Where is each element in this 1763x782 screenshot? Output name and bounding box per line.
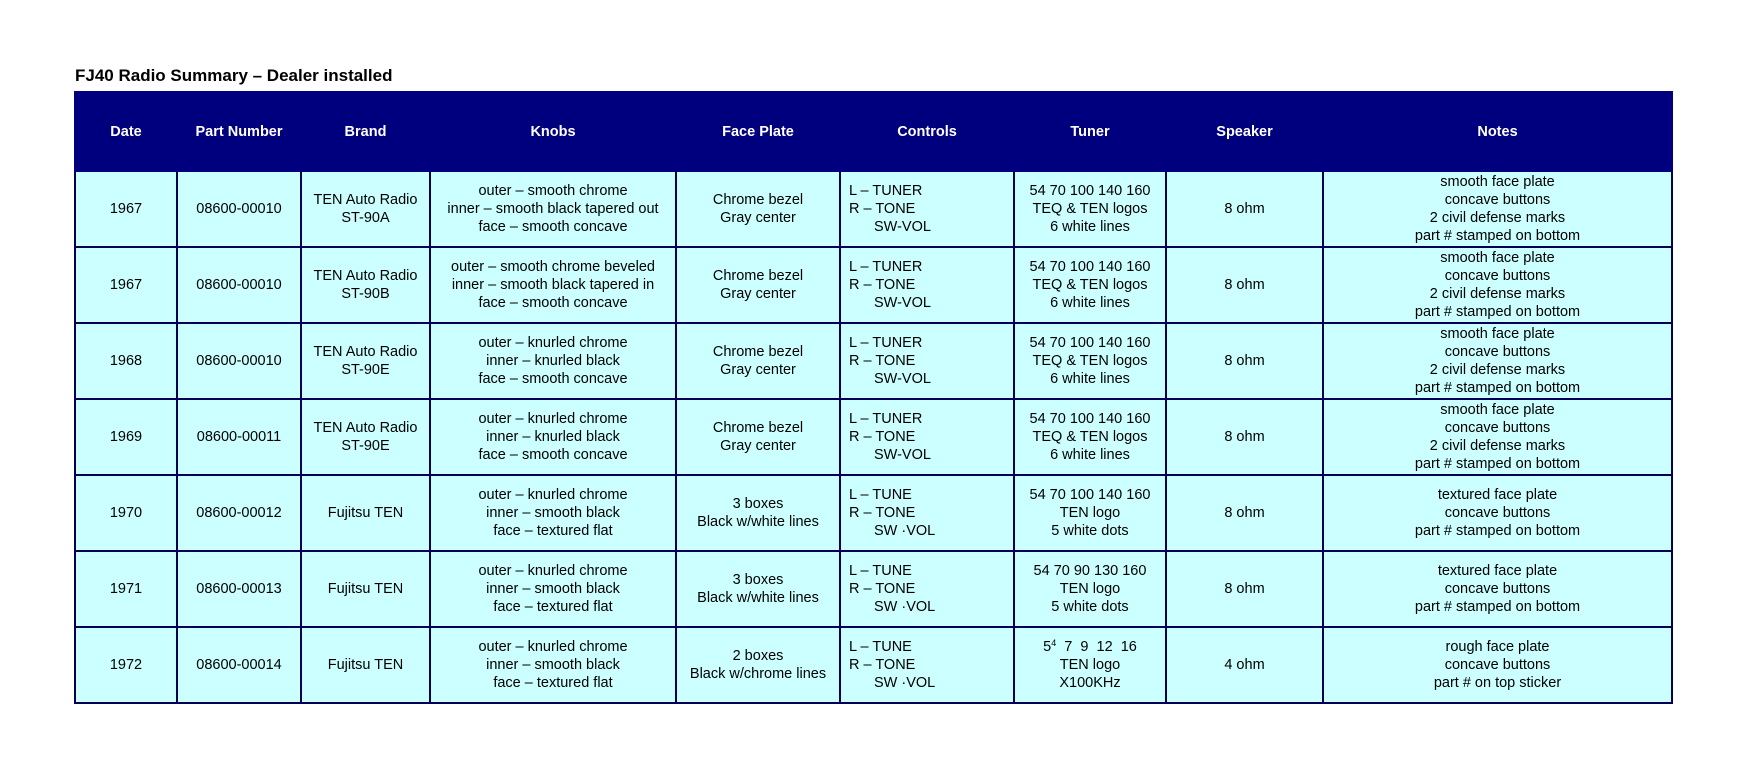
tuner-superscript: 4 bbox=[1051, 638, 1057, 648]
speaker-cell: 8 ohm bbox=[1166, 399, 1323, 475]
knobs-line: outer – knurled chrome bbox=[478, 335, 628, 351]
controls-cell bbox=[840, 247, 1014, 323]
knobs-line: inner – smooth black bbox=[486, 581, 620, 597]
knobs-line: face – smooth concave bbox=[478, 219, 628, 235]
tuner-line: TEQ & TEN logos bbox=[1032, 353, 1148, 369]
tuner-line: 6 white lines bbox=[1050, 371, 1130, 387]
table-row bbox=[75, 247, 1672, 323]
notes-line: textured face plate bbox=[1437, 487, 1558, 503]
table-row bbox=[75, 171, 1672, 247]
brand-line: TEN Auto Radio bbox=[313, 420, 418, 436]
table-row bbox=[75, 475, 1672, 551]
controls-line: L – TUNER bbox=[849, 183, 923, 199]
knobs-cell bbox=[430, 323, 676, 399]
notes-line: part # stamped on bottom bbox=[1414, 380, 1581, 396]
controls-line: L – TUNE bbox=[849, 487, 912, 503]
tuner-cell bbox=[1014, 627, 1166, 703]
tuner-digits-rest: 7 9 12 16 bbox=[1056, 639, 1137, 655]
tuner-line: 54 70 90 130 160 bbox=[1033, 563, 1147, 579]
controls-cell bbox=[840, 627, 1014, 703]
brand-line: TEN Auto Radio bbox=[313, 268, 418, 284]
tuner-cell bbox=[1014, 475, 1166, 551]
knobs-line: inner – smooth black tapered in bbox=[451, 277, 655, 293]
controls-line: R – TONE bbox=[849, 657, 916, 673]
tuner-line: 54 70 100 140 160 bbox=[1029, 183, 1151, 199]
tuner-line: 54 70 100 140 160 bbox=[1029, 411, 1151, 427]
date-cell: 1967 bbox=[75, 171, 177, 247]
speaker-cell: 8 ohm bbox=[1166, 551, 1323, 627]
knobs-cell bbox=[430, 247, 676, 323]
face-plate-cell bbox=[676, 475, 840, 551]
notes-cell bbox=[1323, 399, 1672, 475]
face-plate-line: Gray center bbox=[720, 286, 796, 302]
notes-line: part # on top sticker bbox=[1433, 675, 1562, 691]
knobs-line: face – smooth concave bbox=[478, 447, 628, 463]
tuner-line: X100KHz bbox=[1059, 675, 1121, 691]
tuner-line: 6 white lines bbox=[1050, 447, 1130, 463]
notes-line: smooth face plate bbox=[1440, 250, 1555, 266]
knobs-line: inner – smooth black bbox=[486, 505, 620, 521]
part-number-cell: 08600-00013 bbox=[177, 551, 301, 627]
notes-line: concave buttons bbox=[1444, 268, 1551, 284]
notes-line: 2 civil defense marks bbox=[1429, 438, 1566, 454]
controls-line: SW ·VOL bbox=[874, 599, 936, 615]
face-plate-line: Gray center bbox=[720, 210, 796, 226]
brand-line: ST-90B bbox=[341, 286, 390, 302]
controls-line: SW-VOL bbox=[874, 371, 931, 387]
brand-line: TEN Auto Radio bbox=[313, 344, 418, 360]
header-row bbox=[75, 92, 1672, 171]
controls-cell bbox=[840, 323, 1014, 399]
controls-line: SW ·VOL bbox=[874, 675, 936, 691]
date-cell: 1970 bbox=[75, 475, 177, 551]
tuner-line: TEQ & TEN logos bbox=[1032, 201, 1148, 217]
controls-cell bbox=[840, 475, 1014, 551]
knobs-line: face – smooth concave bbox=[478, 371, 628, 387]
face-plate-line: Black w/white lines bbox=[697, 590, 819, 606]
table-row bbox=[75, 627, 1672, 703]
knobs-line: outer – smooth chrome bbox=[478, 183, 628, 199]
notes-line: smooth face plate bbox=[1440, 402, 1555, 418]
knobs-cell bbox=[430, 627, 676, 703]
brand-cell bbox=[301, 171, 430, 247]
brand-line: Fujitsu TEN bbox=[327, 657, 404, 673]
face-plate-line: Black w/white lines bbox=[697, 514, 819, 530]
tuner-cell bbox=[1014, 171, 1166, 247]
face-plate-cell bbox=[676, 323, 840, 399]
brand-cell bbox=[301, 475, 430, 551]
controls-cell bbox=[840, 171, 1014, 247]
controls-line: SW-VOL bbox=[874, 219, 931, 235]
controls-line: L – TUNER bbox=[849, 411, 923, 427]
knobs-line: face – textured flat bbox=[493, 523, 613, 539]
tuner-cell bbox=[1014, 323, 1166, 399]
face-plate-cell bbox=[676, 627, 840, 703]
face-plate-line: Chrome bezel bbox=[712, 268, 804, 284]
face-plate-line: Chrome bezel bbox=[712, 420, 804, 436]
notes-cell bbox=[1323, 475, 1672, 551]
notes-cell bbox=[1323, 171, 1672, 247]
controls-line: L – TUNE bbox=[849, 639, 912, 655]
tuner-digit: 5 bbox=[1043, 639, 1052, 655]
page-title: FJ40 Radio Summary – Dealer installed bbox=[75, 66, 393, 85]
brand-line: Fujitsu TEN bbox=[327, 505, 404, 521]
face-plate-line: 3 boxes bbox=[732, 496, 784, 512]
face-plate-cell bbox=[676, 247, 840, 323]
date-cell: 1972 bbox=[75, 627, 177, 703]
table-row bbox=[75, 323, 1672, 399]
tuner-cell bbox=[1014, 399, 1166, 475]
tuner-line: 5 white dots bbox=[1051, 523, 1129, 539]
brand-line: ST-90A bbox=[341, 210, 390, 226]
table-row bbox=[75, 399, 1672, 475]
brand-cell bbox=[301, 551, 430, 627]
controls-line: SW-VOL bbox=[874, 295, 931, 311]
controls-line: R – TONE bbox=[849, 201, 916, 217]
tuner-line: 54 70 100 140 160 bbox=[1029, 335, 1151, 351]
notes-line: concave buttons bbox=[1444, 344, 1551, 360]
controls-line: L – TUNER bbox=[849, 335, 923, 351]
controls-line: R – TONE bbox=[849, 581, 916, 597]
tuner-cell bbox=[1014, 551, 1166, 627]
notes-line: concave buttons bbox=[1444, 657, 1551, 673]
tuner-cell bbox=[1014, 247, 1166, 323]
knobs-line: face – smooth concave bbox=[478, 295, 628, 311]
knobs-line: inner – smooth black tapered out bbox=[447, 201, 659, 217]
tuner-line: TEQ & TEN logos bbox=[1032, 277, 1148, 293]
notes-cell bbox=[1323, 627, 1672, 703]
controls-line: L – TUNER bbox=[849, 259, 923, 275]
tuner-line: 54 70 100 140 160 bbox=[1029, 259, 1151, 275]
part-number-cell: 08600-00011 bbox=[177, 399, 301, 475]
knobs-line: face – textured flat bbox=[493, 599, 613, 615]
radio-summary-table bbox=[74, 91, 1673, 704]
notes-line: part # stamped on bottom bbox=[1414, 456, 1581, 472]
notes-line: concave buttons bbox=[1444, 192, 1551, 208]
part-number-cell: 08600-00012 bbox=[177, 475, 301, 551]
table-row bbox=[75, 551, 1672, 627]
face-plate-line: Gray center bbox=[720, 438, 796, 454]
knobs-line: outer – knurled chrome bbox=[478, 563, 628, 579]
knobs-line: inner – smooth black bbox=[486, 657, 620, 673]
face-plate-cell bbox=[676, 551, 840, 627]
speaker-cell: 4 ohm bbox=[1166, 627, 1323, 703]
header-brand: Brand bbox=[301, 92, 430, 171]
tuner-line: 6 white lines bbox=[1050, 295, 1130, 311]
controls-cell bbox=[840, 551, 1014, 627]
tuner-line: TEN logo bbox=[1059, 505, 1121, 521]
brand-line: ST-90E bbox=[341, 438, 390, 454]
speaker-cell: 8 ohm bbox=[1166, 323, 1323, 399]
brand-line: ST-90E bbox=[341, 362, 390, 378]
notes-line: 2 civil defense marks bbox=[1429, 210, 1566, 226]
notes-line: rough face plate bbox=[1445, 639, 1550, 655]
header-face-plate: Face Plate bbox=[676, 92, 840, 171]
controls-line: L – TUNE bbox=[849, 563, 912, 579]
knobs-line: outer – knurled chrome bbox=[478, 487, 628, 503]
part-number-cell: 08600-00014 bbox=[177, 627, 301, 703]
notes-line: part # stamped on bottom bbox=[1414, 304, 1581, 320]
face-plate-cell bbox=[676, 399, 840, 475]
controls-line: R – TONE bbox=[849, 277, 916, 293]
knobs-cell bbox=[430, 551, 676, 627]
speaker-cell: 8 ohm bbox=[1166, 171, 1323, 247]
header-speaker: Speaker bbox=[1166, 92, 1323, 171]
brand-line: Fujitsu TEN bbox=[327, 581, 404, 597]
part-number-cell: 08600-00010 bbox=[177, 171, 301, 247]
brand-cell bbox=[301, 323, 430, 399]
speaker-cell: 8 ohm bbox=[1166, 247, 1323, 323]
notes-line: smooth face plate bbox=[1440, 326, 1555, 342]
controls-line: SW ·VOL bbox=[874, 523, 936, 539]
knobs-line: outer – smooth chrome beveled bbox=[451, 259, 655, 275]
notes-line: concave buttons bbox=[1444, 420, 1551, 436]
notes-line: part # stamped on bottom bbox=[1414, 523, 1581, 539]
notes-line: part # stamped on bottom bbox=[1414, 599, 1581, 615]
header-notes: Notes bbox=[1323, 92, 1672, 171]
date-cell: 1971 bbox=[75, 551, 177, 627]
tuner-line: 5 white dots bbox=[1051, 599, 1129, 615]
notes-line: 2 civil defense marks bbox=[1429, 286, 1566, 302]
face-plate-cell bbox=[676, 171, 840, 247]
controls-line: SW-VOL bbox=[874, 447, 931, 463]
header-controls: Controls bbox=[840, 92, 1014, 171]
part-number-cell: 08600-00010 bbox=[177, 323, 301, 399]
notes-line: concave buttons bbox=[1444, 505, 1551, 521]
part-number-cell: 08600-00010 bbox=[177, 247, 301, 323]
controls-line: R – TONE bbox=[849, 353, 916, 369]
notes-cell bbox=[1323, 247, 1672, 323]
header-date: Date bbox=[75, 92, 177, 171]
knobs-line: outer – knurled chrome bbox=[478, 639, 628, 655]
tuner-line bbox=[1019, 638, 1161, 656]
notes-line: part # stamped on bottom bbox=[1414, 228, 1581, 244]
notes-line: textured face plate bbox=[1437, 563, 1558, 579]
face-plate-line: Black w/chrome lines bbox=[689, 666, 827, 682]
tuner-line: TEQ & TEN logos bbox=[1032, 429, 1148, 445]
notes-cell bbox=[1323, 551, 1672, 627]
date-cell: 1969 bbox=[75, 399, 177, 475]
notes-cell bbox=[1323, 323, 1672, 399]
face-plate-line: 3 boxes bbox=[732, 572, 784, 588]
face-plate-line: Gray center bbox=[720, 362, 796, 378]
knobs-line: inner – knurled black bbox=[486, 353, 620, 369]
header-tuner: Tuner bbox=[1014, 92, 1166, 171]
face-plate-line: Chrome bezel bbox=[712, 192, 804, 208]
notes-line: concave buttons bbox=[1444, 581, 1551, 597]
knobs-cell bbox=[430, 475, 676, 551]
tuner-line: 54 70 100 140 160 bbox=[1029, 487, 1151, 503]
knobs-line: outer – knurled chrome bbox=[478, 411, 628, 427]
header-knobs: Knobs bbox=[430, 92, 676, 171]
speaker-cell: 8 ohm bbox=[1166, 475, 1323, 551]
notes-line: smooth face plate bbox=[1440, 174, 1555, 190]
date-cell: 1967 bbox=[75, 247, 177, 323]
date-cell: 1968 bbox=[75, 323, 177, 399]
face-plate-line: 2 boxes bbox=[732, 648, 784, 664]
brand-cell bbox=[301, 627, 430, 703]
knobs-line: face – textured flat bbox=[493, 675, 613, 691]
header-part-number: Part Number bbox=[177, 92, 301, 171]
tuner-line: 6 white lines bbox=[1050, 219, 1130, 235]
controls-line: R – TONE bbox=[849, 429, 916, 445]
brand-cell bbox=[301, 399, 430, 475]
tuner-line: TEN logo bbox=[1059, 657, 1121, 673]
brand-cell bbox=[301, 247, 430, 323]
notes-line: 2 civil defense marks bbox=[1429, 362, 1566, 378]
controls-cell bbox=[840, 399, 1014, 475]
knobs-line: inner – knurled black bbox=[486, 429, 620, 445]
brand-line: TEN Auto Radio bbox=[313, 192, 418, 208]
knobs-cell bbox=[430, 171, 676, 247]
controls-line: R – TONE bbox=[849, 505, 916, 521]
knobs-cell bbox=[430, 399, 676, 475]
face-plate-line: Chrome bezel bbox=[712, 344, 804, 360]
tuner-line: TEN logo bbox=[1059, 581, 1121, 597]
